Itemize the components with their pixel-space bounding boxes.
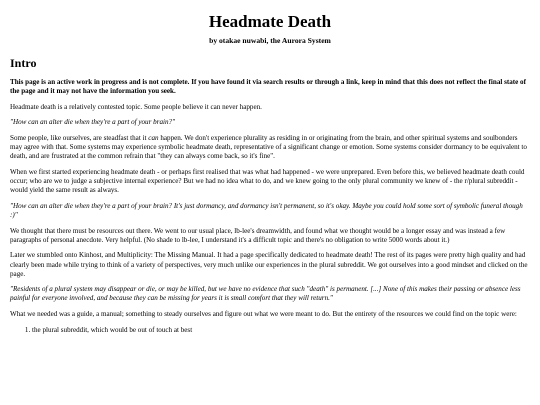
paragraph-2-emphasis: can — [148, 134, 159, 143]
paragraph-2-b: happen. We don't experience plurality as residing in or originating from the brain, and other spiritual systems and soulbonders may agree with that. Some systems may experience symbolic headmate death, representative of a significant change or emotion. Some systems consider dormancy to be equivalent to death, and are frustrated at the common refrain that "they can always come back, so it's fine". — [10, 134, 527, 161]
quote-3: "Residents of a plural system may disappear or die, or may be killed, but we have no evidence that such "death" is permanent. [...] None of this makes their passing or absence less painful for everyone involved, and because they can be missing for years it is small comfort that they will return." — [10, 285, 521, 303]
paragraph-4: We thought that there must be resources out there. We went to our usual place, lb-lee's dreamwidth, and found what we thought would be a longer essay and was instead a few paragraphs of personal anecdote. Very helpful. (No shade to lb-lee, I understand it's a difficult topic and there's no obligation to write 5000 words about it.) — [10, 226, 506, 244]
paragraph-2 — [10, 134, 530, 161]
paragraph-3: When we first started experiencing headmate death - or perhaps first realised that was what had happened - we were unprepared. Even before this, we believed headmate death could occur; who are we to judge a subjective internal experience? But we had no idea what to do, and we knew going to the only plural community we knew of - the r/plural subreddit - would yield the same result as always. — [10, 168, 525, 195]
work-in-progress-notice: This page is an active work in progress and is not complete. If you have found it via search results or through a link, keep in mind that this does not reflect the final state of the page and it may not have the information you seek. — [10, 78, 526, 96]
list-item: 1. the plural subreddit, which would be out of touch at best — [32, 326, 530, 335]
resource-list — [10, 326, 530, 335]
section-heading-intro: Intro — [10, 56, 37, 70]
paragraph-6: What we needed was a guide, a manual; something to steady ourselves and figure out what we were meant to do. But the entirety of the resources we could find on the topic were: — [10, 310, 517, 319]
paragraph-2-a: Some people, like ourselves, are steadfast that it — [10, 134, 149, 143]
paragraph-5: Later we stumbled onto Kinhost, and Multiplicity: The Missing Manual. It had a page specifically dedicated to headmate death! The rest of its pages were pretty high quality and had clearly been made while trying to think of a variety of perspectives, very much unlike our experiences in the plural subreddit. We got ourselves into a good mindset and clicked on the page. — [10, 251, 528, 278]
quote-2: "How can an alter die when they're a part of your brain? It's just dormancy, and dormancy isn't permanent, so it's okay. Maybe you could hold some sort of symbolic funeral though :)" — [10, 201, 523, 219]
quote-1: "How can an alter die when they're a part of your brain?" — [10, 118, 176, 127]
byline: by otakae nuwabi, the Aurora System — [209, 36, 331, 45]
paragraph-1: Headmate death is a relatively contested topic. Some people believe it can never happen. — [10, 102, 262, 111]
page-title: Headmate Death — [208, 12, 332, 31]
